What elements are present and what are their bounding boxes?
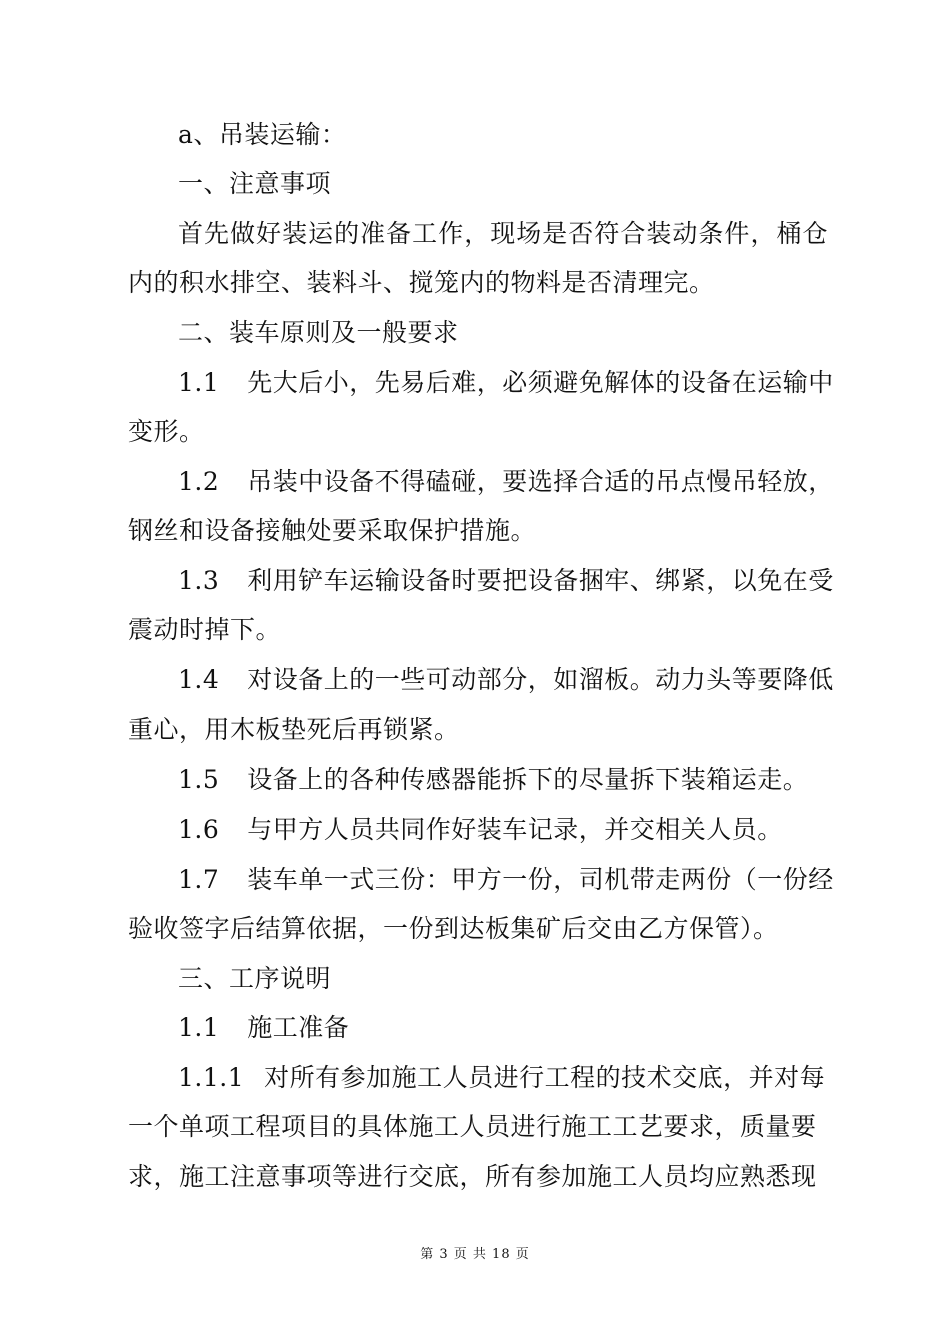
line-text: 装车单一式三份：甲方一份，司机带走两份（一份经 xyxy=(247,865,834,894)
line-text: 对设备上的一些可动部分，如溜板。动力头等要降低 xyxy=(247,665,834,694)
list-item xyxy=(178,564,878,598)
list-item xyxy=(178,863,878,897)
line-text: 求，施工注意事项等进行交底，所有参加施工人员均应熟悉现 xyxy=(128,1162,817,1191)
item-number: 1.5 xyxy=(178,765,220,794)
line-text: 吊装中设备不得磕碰，要选择合适的吊点慢吊轻放， xyxy=(247,467,834,496)
page-number-label: 第 3 页 共 18 页 xyxy=(420,1247,530,1262)
list-item xyxy=(178,1011,878,1045)
line-text: 首先做好装运的准备工作，现场是否符合装动条件，桶仓 xyxy=(178,219,828,248)
line-text: a、吊装运输： xyxy=(178,120,347,149)
item-number: 1.2 xyxy=(178,467,220,496)
line-text: 利用铲车运输设备时要把设备捆牢、绑紧，以免在受 xyxy=(247,566,834,595)
page-footer xyxy=(0,1246,950,1264)
section-heading-a xyxy=(178,118,878,152)
section-heading-1 xyxy=(178,167,878,201)
list-item xyxy=(178,763,878,797)
paragraph-line xyxy=(128,613,828,647)
line-text: 内的积水排空、装料斗、搅笼内的物料是否清理完。 xyxy=(128,268,715,297)
section-heading-2 xyxy=(178,316,878,350)
paragraph-line xyxy=(128,514,828,548)
line-text: 与甲方人员共同作好装车记录，并交相关人员。 xyxy=(247,815,783,844)
list-item xyxy=(178,1061,878,1095)
paragraph-line xyxy=(128,1160,828,1194)
paragraph-line xyxy=(128,415,828,449)
list-item xyxy=(178,813,878,847)
paragraph-line xyxy=(178,217,828,251)
line-text: 施工准备 xyxy=(247,1013,350,1042)
paragraph-line xyxy=(128,1110,828,1144)
line-text: 对所有参加施工人员进行工程的技术交底，并对每 xyxy=(264,1063,826,1092)
item-number: 1.6 xyxy=(178,815,220,844)
item-number: 1.7 xyxy=(178,865,220,894)
line-text: 一个单项工程项目的具体施工人员进行施工工艺要求，质量要 xyxy=(128,1112,817,1141)
item-number: 1.1.1 xyxy=(178,1063,245,1092)
line-text: 验收签字后结算依据，一份到达板集矿后交由乙方保管）。 xyxy=(128,914,779,943)
line-text: 变形。 xyxy=(128,417,205,446)
line-text: 三、工序说明 xyxy=(178,964,332,993)
line-text: 一、注意事项 xyxy=(178,169,332,198)
line-text: 设备上的各种传感器能拆下的尽量拆下装箱运走。 xyxy=(247,765,809,794)
list-item xyxy=(178,366,878,400)
item-number: 1.3 xyxy=(178,566,220,595)
item-number: 1.1 xyxy=(178,368,220,397)
paragraph-line xyxy=(128,266,828,300)
item-number: 1.1 xyxy=(178,1013,220,1042)
line-text: 震动时掉下。 xyxy=(128,615,282,644)
line-text: 先大后小，先易后难，必须避免解体的设备在运输中 xyxy=(247,368,834,397)
line-text: 钢丝和设备接触处要采取保护措施。 xyxy=(128,516,537,545)
section-heading-3 xyxy=(178,962,878,996)
paragraph-line xyxy=(128,912,828,946)
paragraph-line xyxy=(128,713,828,747)
line-text: 重心，用木板垫死后再锁紧。 xyxy=(128,715,460,744)
line-text: 二、装车原则及一般要求 xyxy=(178,318,459,347)
list-item xyxy=(178,465,878,499)
item-number: 1.4 xyxy=(178,665,220,694)
list-item xyxy=(178,663,878,697)
